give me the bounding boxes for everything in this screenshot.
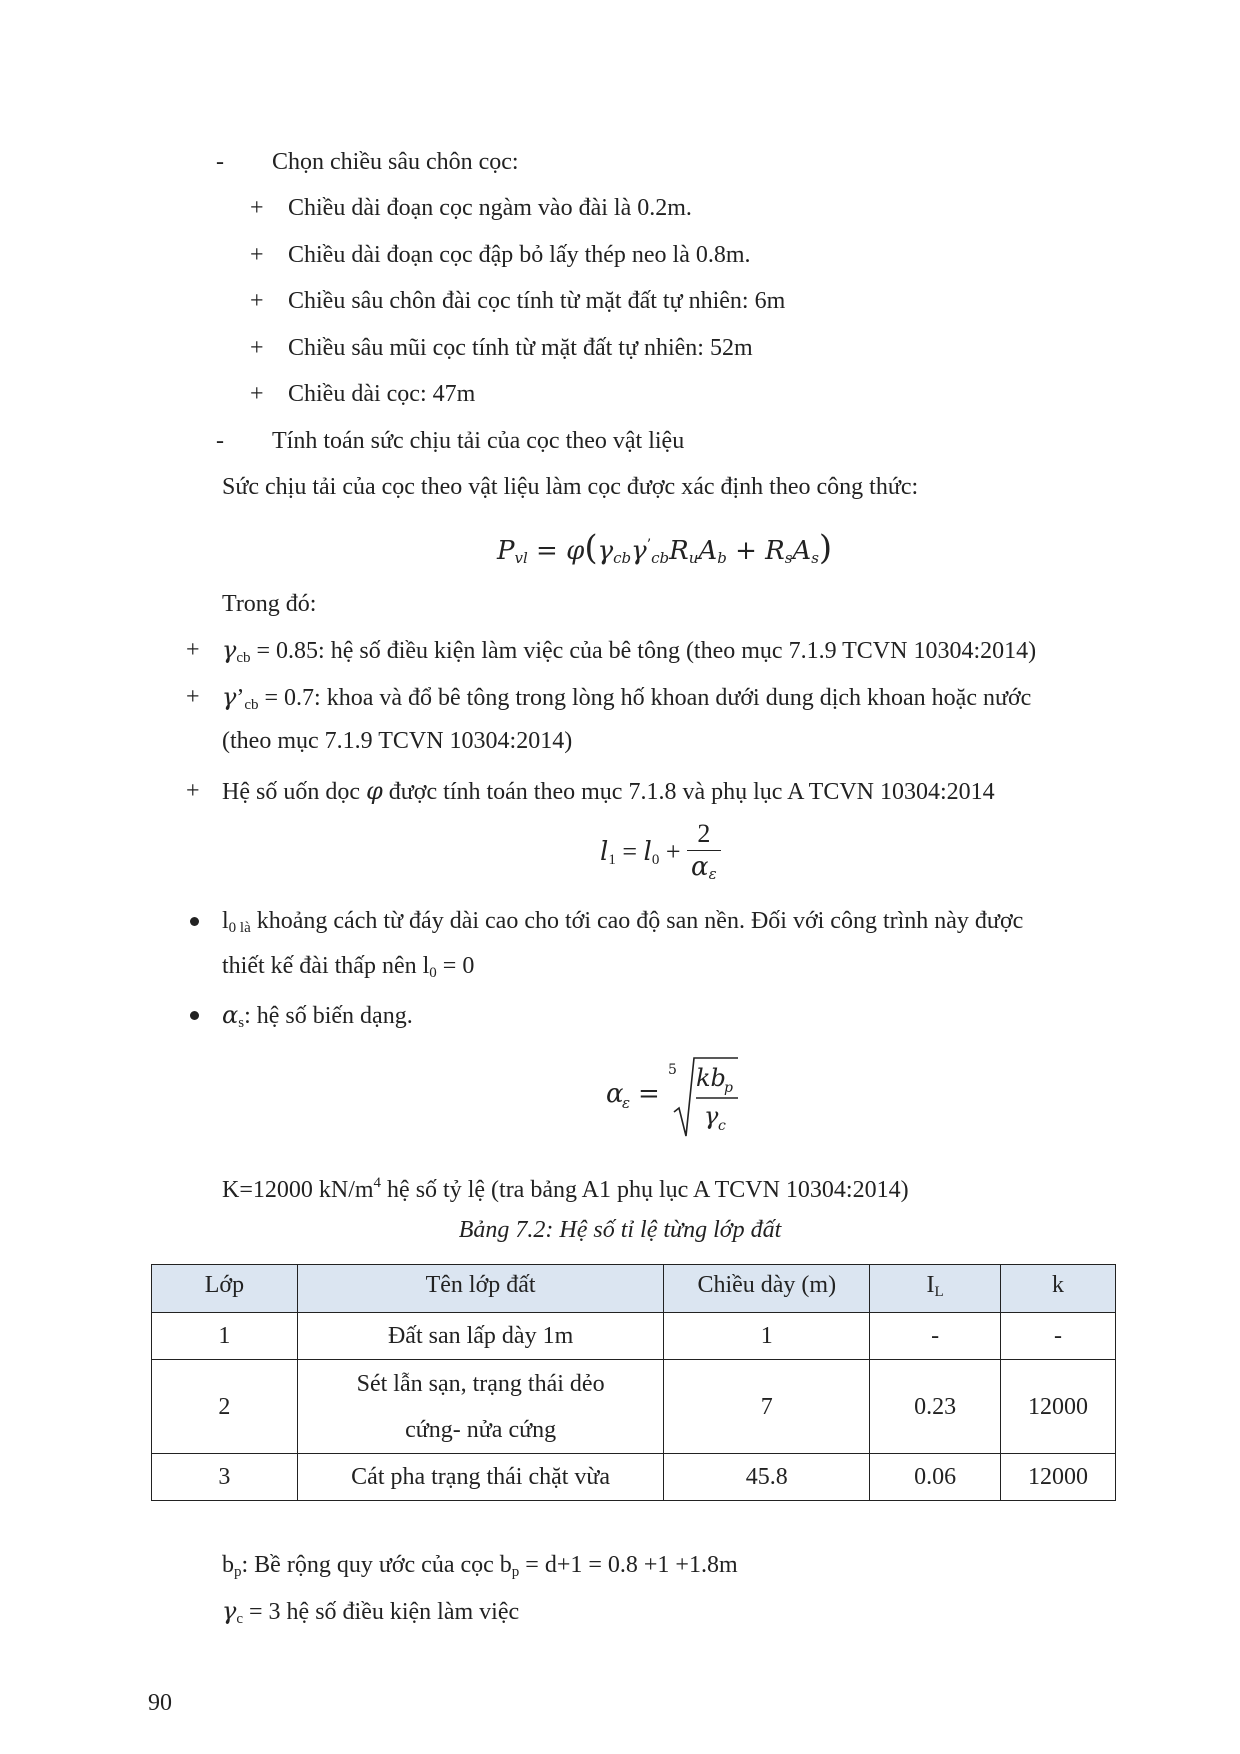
item-marker: + [186,684,200,710]
bullet-icon [190,917,199,926]
subscript: 0 [429,965,437,981]
item-marker: + [250,195,264,221]
l0-line [222,906,1023,943]
cell-day: 1 [664,1313,870,1360]
svg-text:ε: ε [622,1094,631,1112]
cell-ten [297,1360,664,1454]
svg-text:γ: γ [704,1102,719,1130]
k-text-b: hệ số tỷ lệ (tra bảng A1 phụ lục A TCVN 10304:2014) [381,1177,909,1203]
cell-ten-line2: cứng- nửa cứng [405,1416,557,1443]
col-header-il [870,1265,1001,1313]
subscript: cb [244,697,259,713]
gamma-symbol: γ [222,636,237,664]
formula-l1: $l_1 = l_0$ + $\frac{2}{\alpha_\varepsilon}$ [600,818,721,890]
cell-day: 7 [664,1360,870,1454]
col-header-k: k [1001,1265,1116,1313]
item-text: Chiều dài đoạn cọc ngàm vào đài là 0.2m. [288,195,692,221]
svg-text:=: = [638,1079,660,1109]
gc-text: = 3 hệ số điều kiện làm việc [243,1599,520,1625]
cell-il: 0.23 [870,1360,1001,1454]
cell-il: 0.06 [870,1454,1001,1501]
alpha-symbol: α [222,1001,239,1029]
where-label: Trong đó: [222,591,317,617]
item-marker: + [250,335,264,361]
cell-lop: 1 [152,1313,298,1360]
phi-text-a: Hệ số uốn dọc [222,779,366,805]
k-line [222,1168,909,1205]
subscript: c [236,1611,244,1627]
cell-k: - [1001,1313,1116,1360]
col-header-day: Chiều dày (m) [664,1265,870,1313]
gamma-symbol: γ [222,683,237,711]
root-formula-svg [604,1050,744,1140]
prime: ’ [236,685,245,711]
table-header-row [152,1265,1116,1313]
phi-line [222,776,995,807]
gc-line [222,1596,519,1634]
subscript: cb [236,650,251,666]
gamma-symbol: γ [222,1597,237,1625]
cell-ten: Cát pha trạng thái chặt vừa [297,1454,664,1501]
gamma-cb-text: = 0.85: hệ số điều kiện làm việc của bê tông (theo mục 7.1.9 TCVN 10304:2014) [250,638,1037,664]
bullet-icon [190,1011,199,1020]
cell-ten: Đất san lấp dày 1m [297,1313,664,1360]
subscript: L [934,1284,944,1300]
item-marker: + [186,778,200,804]
cell-lop: 3 [152,1454,298,1501]
item-marker: + [186,637,200,663]
item-marker: - [216,428,224,454]
cell-lop: 2 [152,1360,298,1454]
cell-ten-line1: Sét lẫn sạn, trạng thái dẻo [356,1370,605,1397]
l0-line2 [222,951,474,988]
col-header-lop: Lớp [152,1265,298,1313]
gamma-cb-line [222,635,1036,673]
l-symbol: l [222,908,229,934]
subscript: 0 là [228,920,251,936]
item-marker: + [250,381,264,407]
subscript: s [238,1015,245,1031]
svg-text:kb: kb [696,1064,726,1092]
l0-text2-a: thiết kế đài thấp nên l [222,953,430,979]
cell-il: - [870,1313,1001,1360]
l0-text2-b: = 0 [436,953,475,979]
soil-table [151,1264,1116,1501]
il-label: I [926,1272,935,1298]
table-caption: Bảng 7.2: Hệ số tỉ lệ từng lớp đất [458,1217,782,1243]
gamma2-cb-line2: (theo mục 7.1.9 TCVN 10304:2014) [222,728,573,754]
col-header-ten: Tên lớp đất [297,1265,664,1313]
page-number: 90 [148,1690,172,1716]
alpha-text: : hệ số biến dạng. [244,1003,413,1029]
subscript: p [511,1564,520,1580]
superscript: 4 [373,1175,382,1191]
l0-text: khoảng cách từ đáy dài cao cho tới cao độ san nền. Đối với công trình này được [250,908,1024,934]
item-text: Chiều sâu mũi cọc tính từ mặt đất tự nhiên: 52m [288,335,753,361]
k-text-a: K=12000 kN/m [222,1177,374,1203]
svg-text:α: α [606,1079,624,1109]
table-row [152,1454,1116,1501]
bp-line [222,1550,738,1587]
gamma2-cb-line [222,682,1031,720]
cell-k: 12000 [1001,1360,1116,1454]
item-marker: + [250,242,264,268]
table-row [152,1360,1116,1454]
phi-text-b: được tính toán theo mục 7.1.8 và phụ lục A TCVN 10304:2014 [382,779,995,805]
phi-symbol: φ [365,777,383,805]
item-text: Chiều dài đoạn cọc đập bỏ lấy thép neo là 0.8m. [288,242,751,268]
svg-text:c: c [718,1118,726,1134]
item-marker: - [216,149,224,175]
item-text: Chiều sâu chôn đài cọc tính từ mặt đất tự nhiên: 6m [288,288,786,314]
item-text: Chiều dài cọc: 47m [288,381,476,407]
bp-text-a: b [222,1552,234,1578]
alpha-line [222,1000,413,1038]
table-row [152,1313,1116,1360]
cell-day: 45.8 [664,1454,870,1501]
intro-paragraph: Sức chịu tải của cọc theo vật liệu làm cọc được xác định theo công thức: [222,474,919,500]
item-text: Chọn chiều sâu chôn cọc: [272,149,519,175]
gamma2-cb-text: = 0.7: khoa và đổ bê tông trong lòng hố khoan dưới dung dịch khoan hoặc nước [258,685,1032,711]
cell-k: 12000 [1001,1454,1116,1501]
item-text: Tính toán sức chịu tải của cọc theo vật liệu [272,428,685,454]
svg-text:5: 5 [668,1062,677,1078]
item-marker: + [250,288,264,314]
svg-text:p: p [724,1080,733,1096]
formula-pvl: $P_{vl} = \varphi(\gamma_{cb}\gamma^’_{cb}R_uA_b + R_sA_s)$ [497,528,833,568]
bp-text-b: : Bề rộng quy ước của cọc b [241,1552,512,1578]
bp-text-c: = d+1 = 0.8 +1 +1.8m [519,1552,738,1578]
subscript: p [234,1564,242,1580]
